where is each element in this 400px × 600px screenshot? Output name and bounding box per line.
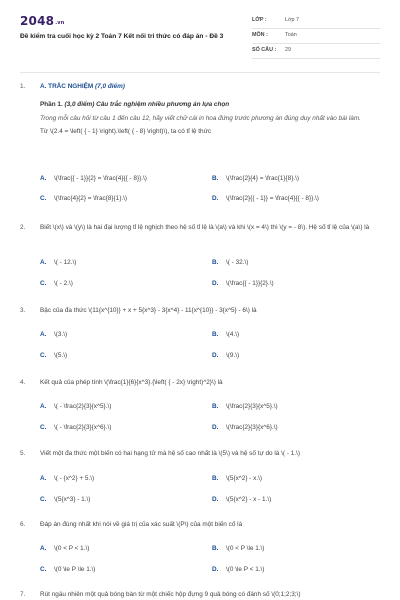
option-d[interactable]: D. \(\frac{2}{3}{x^6}.\): [212, 424, 278, 431]
option-d[interactable]: D. \(\frac{{ - 1}}{2}.\): [212, 280, 274, 287]
question-text: Bậc của đa thức \(11{x^{10}} + x + 5{x^3} - 3{x^4} - 11{x^{10}} - 3{x^5} - 6\) là: [40, 307, 257, 314]
meta-label: MÔN :: [252, 32, 268, 39]
option-c[interactable]: C. \(5.\): [40, 352, 68, 359]
part-instruction: Trong mỗi câu hỏi từ câu 1 đến câu 12, hãy viết chữ cái in hoa đứng trước phương án đúng duy nhất vào bài làm.: [40, 114, 361, 122]
option-b[interactable]: B. \(\frac{2}{4} = \frac{1}{8}.\): [212, 175, 300, 182]
meta-value: Lớp 7: [285, 17, 300, 24]
meta-row-class: [252, 14, 380, 29]
option-c[interactable]: C. \( - 2.\): [40, 280, 73, 287]
question-number: 1.: [20, 83, 26, 90]
question-text: Kết quả của phép tính \(\frac{1}{6}{x^3}.{\left( { - 2x} \right)^2}\) là: [40, 379, 223, 386]
option-a[interactable]: A. \(3.\): [40, 331, 68, 338]
option-c[interactable]: C. \( - \frac{2}{3}{x^6}.\): [40, 424, 112, 431]
option-b[interactable]: B. \(5{x^2} - x.\): [212, 475, 263, 482]
question-stem: Từ \(2.4 = \left( { - 1} \right).\left( { - 8} \right)\), ta có tỉ lệ thức: [40, 128, 212, 136]
part-block: [40, 101, 380, 137]
question-text: Viết một đa thức một biến có hai hạng tử mà hệ số cao nhất là \(5\) và hệ số tự do là \( - 1.\): [40, 450, 300, 457]
exam-meta: [252, 14, 380, 59]
option-c[interactable]: C. \(\frac{4}{2} = \frac{8}{1}.\): [40, 195, 128, 202]
exam-title: Đề kiểm tra cuối học kỳ 2 Toán 7 Kết nối tri thức có đáp án - Đề 3: [20, 33, 224, 40]
option-d[interactable]: D. \(9.\): [212, 352, 240, 359]
question-number: 2.: [20, 224, 26, 231]
meta-value: 29: [285, 47, 291, 54]
question-number: 3.: [20, 307, 26, 314]
part-title: Phần 1. (3,0 điểm) Câu trắc nghiệm nhiều phương án lựa chọn: [40, 101, 230, 108]
option-a[interactable]: A. \( - \frac{2}{3}{x^5}.\): [40, 403, 112, 410]
question-text: Biết \(x\) và \(y\) là hai đại lượng tỉ lệ nghịch theo hệ số tỉ lệ là \(a\) và khi \(x = 4\) thì \(y = - 8\). Hệ số tỉ lệ của \(a\) là: [40, 224, 370, 231]
question-number: 7.: [20, 591, 26, 598]
option-a[interactable]: A. \( - {x^2} + 5.\): [40, 475, 95, 482]
question-text: Rút ngẫu nhiên một quả bóng bàn từ một chiếc hộp đựng 9 quả bóng có đánh số \(0;1;2;3;\): [40, 591, 301, 598]
meta-label: SỐ CÂU :: [252, 47, 277, 54]
meta-row-count: [252, 44, 380, 59]
option-d[interactable]: D. \(5{x^2} - x - 1.\): [212, 496, 272, 503]
option-a[interactable]: A. \( - 12.\): [40, 259, 77, 266]
option-b[interactable]: B. \(0 < P \le 1.\): [212, 545, 265, 552]
meta-row-subject: [252, 29, 380, 44]
header-divider: [20, 72, 380, 73]
site-logo[interactable]: 2048.vn: [20, 14, 65, 28]
question-number: 4.: [20, 379, 26, 386]
option-d[interactable]: D. \(\frac{2}{{ - 1}} = \frac{4}{{ - 8}}.\): [212, 195, 319, 202]
option-a[interactable]: A. \(0 < P < 1.\): [40, 545, 90, 552]
meta-label: LỚP :: [252, 17, 267, 24]
option-b[interactable]: B. \( - 32.\): [212, 259, 249, 266]
exam-header: [0, 0, 400, 70]
section-title: A. TRẮC NGHIỆM (7,0 điểm): [40, 83, 125, 90]
option-c[interactable]: C. \(5{x^3} - 1.\): [40, 496, 91, 503]
option-b[interactable]: B. \(\frac{2}{3}{x^5}.\): [212, 403, 278, 410]
option-c[interactable]: C. \(0 \le P \le 1.\): [40, 566, 96, 573]
option-a[interactable]: A. \(\frac{{ - 1}}{2} = \frac{4}{{ - 8}}.\): [40, 175, 147, 182]
meta-value: Toán: [285, 32, 297, 39]
question-number: 6.: [20, 521, 26, 528]
option-d[interactable]: D. \(0 \le P < 1.\): [212, 566, 265, 573]
question-number: 5.: [20, 450, 26, 457]
question-text: Đáp án đúng nhất khi nói về giá trị của xác suất \(P\) của một biến cố là: [40, 521, 243, 528]
option-b[interactable]: B. \(4.\): [212, 331, 240, 338]
